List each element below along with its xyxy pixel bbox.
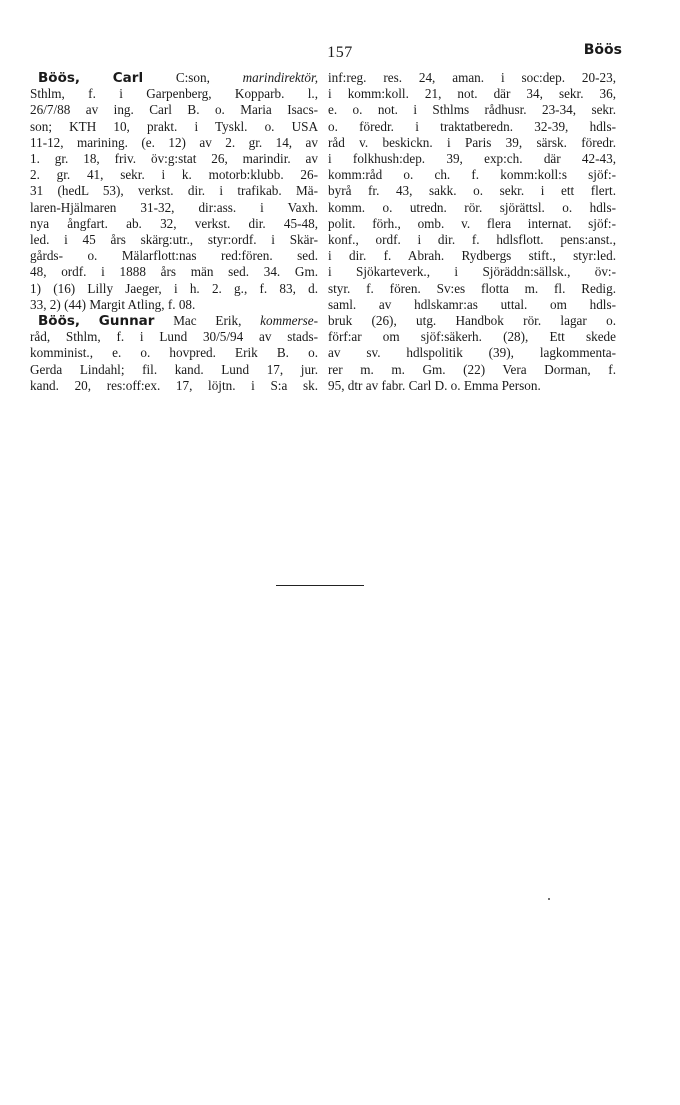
text-line: i folkhush:dep. 39, exp:ch. där 42-43,	[328, 151, 616, 167]
entry-suffix: Mac Erik,	[173, 313, 242, 329]
text-line: laren-Hjälmaren 31-32, dir:ass. i Vaxh.	[30, 199, 318, 215]
text-line: 48, ordf. i 1888 års män sed. 34. Gm.	[30, 264, 318, 280]
left-column	[30, 70, 318, 394]
text-line: 95, dtr av fabr. Carl D. o. Emma Person.	[328, 377, 541, 393]
text-line: 31 (hedL 53), verkst. dir. i trafikab. Mä-	[30, 183, 318, 199]
text-line: 1) (16) Lilly Jaeger, i h. 2. g., f. 83, d.	[30, 280, 318, 296]
entry-given-name: Carl	[112, 70, 144, 86]
text-line: Sthlm, f. i Garpenberg, Kopparb. l.,	[30, 86, 318, 102]
entry-heading-gunnar	[30, 313, 318, 329]
text-line: rer m. m. Gm. (22) Vera Dorman, f.	[328, 361, 616, 377]
text-line: bruk (26), utg. Handbok rör. lagar o.	[328, 313, 616, 329]
running-head: Böös	[583, 42, 622, 58]
entry-given-name: Gunnar	[98, 313, 155, 330]
text-line: konf., ordf. i dir. f. hdlsflott. pens:anst.,	[328, 232, 616, 248]
text-line: e. o. not. i Sthlms rådhusr. 23-34, sekr.	[328, 102, 616, 118]
text-line: komm:råd o. ch. f. komm:koll:s sjöf:-	[328, 167, 616, 183]
text-line: gårds- o. Mälarflott:nas red:fören. sed.	[30, 248, 318, 264]
text-line: styr. f. fören. Sv:es flotta m. fl. Redig.	[328, 280, 616, 296]
text-line: av sv. hdlspolitik (39), lagkommenta-	[328, 345, 616, 361]
text-line: komminist., e. o. hovpred. Erik B. o.	[30, 345, 318, 361]
text-line: 33, 2) (44) Margit Atling, f. 08.	[30, 296, 196, 312]
text-line: 2. gr. 41, sekr. i k. motorb:klubb. 26-	[30, 167, 318, 183]
entry-occupation: marindirektör,	[242, 70, 318, 85]
text-line: Gerda Lindahl; fil. kand. Lund 17, jur.	[30, 361, 318, 377]
text-line: polit. förh., omb. v. flera internat. sjöf:-	[328, 215, 616, 231]
right-column	[328, 70, 616, 394]
text-line: led. i 45 års skärg:utr., styr:ordf. i Skär-	[30, 232, 318, 248]
entry-surname: Böös,	[38, 313, 81, 330]
text-line: son; KTH 10, prakt. i Tyskl. o. USA	[30, 118, 318, 134]
text-line: nya ångfart. ab. 32, verkst. dir. 45-48,	[30, 215, 318, 231]
text-line: komm. o. utredn. rör. sjörättsl. o. hdls-	[328, 199, 616, 215]
text-line: kand. 20, res:off:ex. 17, löjtn. i S:a sk.	[30, 377, 318, 393]
text-line: i dir. f. Abrah. Rydbergs stift., styr:led.	[328, 248, 616, 264]
text-line: förf:ar om sjöf:säkerh. (28), Ett skede	[328, 329, 616, 345]
text-line: byrå fr. 43, sakk. o. sekr. i ett flert.	[328, 183, 616, 199]
page-number: 157	[327, 44, 353, 61]
text-line: saml. av hdlskamr:as uttal. om hdls-	[328, 296, 616, 312]
stray-mark	[548, 898, 550, 900]
section-divider	[276, 585, 364, 586]
text-line: i komm:koll. 21, not. där 34, sekr. 36,	[328, 86, 616, 102]
text-line: o. föredr. i traktatberedn. 32-39, hdls-	[328, 118, 616, 134]
text-line: inf:reg. res. 24, aman. i soc:dep. 20-23,	[328, 70, 616, 85]
text-line: råd v. beskickn. i Paris 39, särsk. föredr.	[328, 134, 616, 150]
text-line: 11-12, marining. (e. 12) av 2. gr. 14, av	[30, 134, 318, 150]
text-line: i Sjökarteverk., i Sjöräddn:sällsk., öv:-	[328, 264, 616, 280]
entry-suffix: C:son,	[175, 70, 210, 85]
text-line: 1. gr. 18, friv. öv:g:stat 26, marindir. av	[30, 151, 318, 167]
entry-occupation: kommerse-	[260, 313, 318, 329]
text-line: 26/7/88 av ing. Carl B. o. Maria Isacs-	[30, 102, 318, 118]
entry-surname: Böös,	[38, 70, 81, 86]
entry-heading-carl	[30, 70, 318, 86]
text-line: råd, Sthlm, f. i Lund 30/5/94 av stads-	[30, 329, 318, 345]
